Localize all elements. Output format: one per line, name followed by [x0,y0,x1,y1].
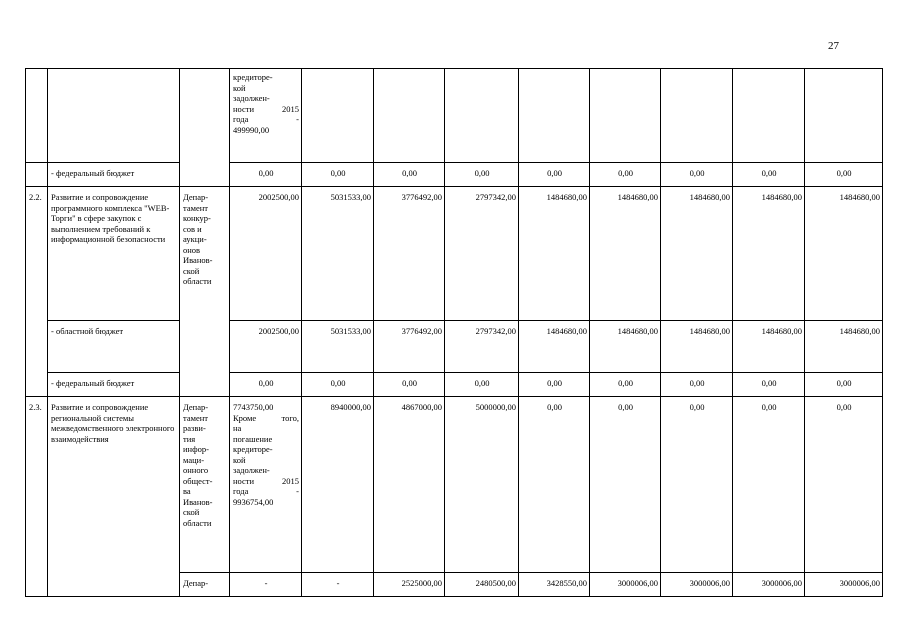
value-cell: 3776492,00 [374,187,445,321]
value-cell: 1484680,00 [733,321,805,373]
budget-label: - областной бюджет [48,321,180,373]
value-cell: 3428550,00 [519,573,590,597]
value-cell: 1484680,00 [590,321,661,373]
value-cell: 0,00 [590,397,661,573]
value-cell: 2480500,00 [445,573,519,597]
value-cell: 1484680,00 [661,187,733,321]
value-cell: 0,00 [519,163,590,187]
value-cell: 2002500,00 [230,321,302,373]
value-cell: 1484680,00 [733,187,805,321]
name-cell [48,69,180,163]
row-number-cell [26,69,48,163]
value-cell: 0,00 [733,397,805,573]
note-line: кредиторе- [233,72,273,82]
value-cell: 0,00 [661,397,733,573]
value-cell: 0,00 [445,373,519,397]
value-cell: 0,00 [374,373,445,397]
value-cell: 3000006,00 [661,573,733,597]
value-cell: 0,00 [519,373,590,397]
value-cell: 0,00 [374,163,445,187]
value-cell: 3776492,00 [374,321,445,373]
value-cell: 0,00 [230,163,302,187]
value-cell: 0,00 [733,373,805,397]
value-cell: 0,00 [230,373,302,397]
value-cell: 0,00 [805,163,883,187]
budget-table [25,68,883,597]
value-cell: 2525000,00 [374,573,445,597]
value-cell: 5031533,00 [302,187,374,321]
value-cell: 2797342,00 [445,187,519,321]
value-cell: 0,00 [302,163,374,187]
budget-label: - федеральный бюджет [48,373,180,397]
table-row [26,373,883,397]
value-cell: 5031533,00 [302,321,374,373]
note-line: задолжен- [233,93,270,103]
activity-name: Развитие и сопровождение региональной системы межведомственного электронного взаимодействия [48,397,180,597]
activity-name: Развитие и сопровождение программного комплекса "WEB-Торги" в сфере закупок с выполнением требований к информационной безопасности [48,187,180,321]
row-number: 2.2. [26,187,48,397]
value-cell: 8940000,00 [302,397,374,573]
value-cell: 1484680,00 [805,321,883,373]
executor-cell: Депар- тамент конкур- сов и аукци- онов Иванов- ской области [180,187,230,397]
note-line: кой [233,82,246,93]
table-row [26,163,883,187]
value-cell: 0,00 [519,397,590,573]
value-cell: - [302,573,374,597]
value-cell: 1484680,00 [519,187,590,321]
value-cell: 0,00 [661,163,733,187]
table-row [26,187,883,321]
table-row [26,321,883,373]
value-cell: 1484680,00 [661,321,733,373]
value-cell: 2797342,00 [445,321,519,373]
note-line: ности 2015 [233,103,299,114]
table-row [26,397,883,573]
page-number: 27 [828,40,839,52]
executor-cell: Депар- тамент разви- тия инфор- маци- онного общест- ва Иванов- ской области [180,397,230,573]
budget-label: - федеральный бюджет [48,163,180,187]
value-note-cell: 7743750,00 Кроме того, на погашение кредиторе- кой задолжен- ности 2015 года - 9936754,00 [230,397,302,573]
value-note-cell [230,69,302,163]
row-number: 2.3. [26,397,48,597]
note-line: 499990,00 [233,124,270,135]
executor-cell: Депар- [180,573,230,597]
value-cell: 0,00 [302,373,374,397]
value-cell: 0,00 [590,373,661,397]
value-cell: 0,00 [590,163,661,187]
value-cell: 5000000,00 [445,397,519,573]
value-cell: 4867000,00 [374,397,445,573]
value-cell: 3000006,00 [805,573,883,597]
value-cell: 0,00 [805,373,883,397]
value-cell: 0,00 [661,373,733,397]
value-cell: 0,00 [445,163,519,187]
value-cell: 3000006,00 [733,573,805,597]
value-cell: 1484680,00 [590,187,661,321]
value-cell: 1484680,00 [805,187,883,321]
value-cell: 2002500,00 [230,187,302,321]
note-line: года - [233,114,299,124]
value-cell: - [230,573,302,597]
value-cell: 1484680,00 [519,321,590,373]
value-cell: 3000006,00 [590,573,661,597]
executor-cell [180,69,230,187]
table-row [26,69,883,163]
value-cell: 0,00 [733,163,805,187]
value-cell: 0,00 [805,397,883,573]
